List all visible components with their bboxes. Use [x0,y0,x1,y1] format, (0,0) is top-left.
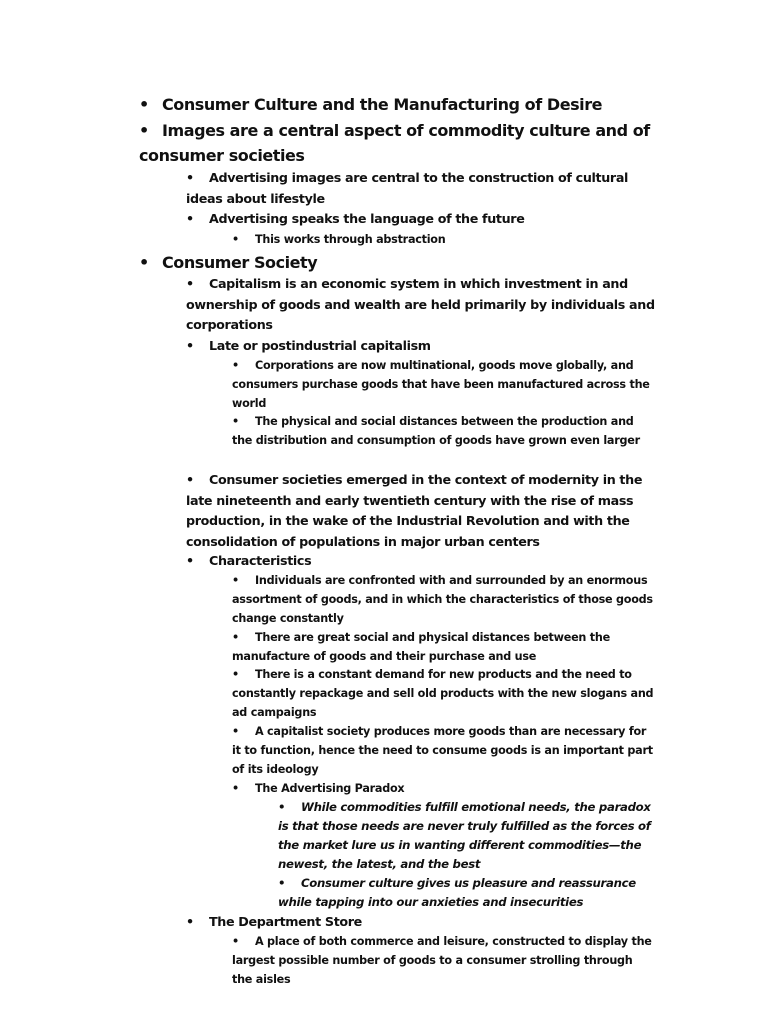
bullet-text: This works through abstraction [255,233,446,246]
bullet-text: Consumer culture gives us pleasure and reassurance while tapping into our anxieties and insecurities [278,876,636,909]
bullet-consumer-culture [139,92,659,117]
bullet-icon: • [232,668,239,681]
bullet-consumer-society [139,250,659,275]
bullet-text: Advertising speaks the language of the future [209,211,525,226]
bullet-icon: • [186,170,194,185]
bullet-images-central [139,118,659,168]
bullet-more-goods [232,722,654,779]
bullet-social-distances [232,628,654,666]
bullet-text: There are great social and physical distances between the manufacture of goods and their purchase and use [232,631,610,663]
bullet-text: Images are a central aspect of commodity culture and of consumer societies [139,121,650,165]
bullet-icon: • [232,631,239,644]
bullet-text: The Advertising Paradox [255,782,405,795]
bullet-text: The Department Store [209,914,362,929]
bullet-icon: • [232,233,239,246]
bullet-text: A capitalist society produces more goods than are necessary for it to function, hence the need to consume goods is an important part of its ideology [232,725,653,776]
bullet-advertising-images [186,168,656,209]
bullet-text: Characteristics [209,553,312,568]
bullet-text: Advertising images are central to the construction of cultural ideas about lifestyle [186,170,629,206]
bullet-text: While commodities fulfill emotional needs, the paradox is that those needs are never truly fulfilled as the forces of the market lure us in wanting different commodities—the newest, the latest, and the best [278,800,651,871]
bullet-modernity [186,470,656,553]
bullet-icon: • [278,876,286,890]
bullet-assortment [232,571,654,628]
bullet-text: Individuals are confronted with and surrounded by an enormous assortment of goods, and in which the characteristics of those goods change constantly [232,574,653,625]
bullet-icon: • [186,472,194,487]
bullet-icon: • [232,415,239,428]
bullet-pleasure-reassurance [278,874,654,912]
bullet-advertising-paradox [232,779,654,798]
bullet-capitalism [186,274,656,336]
bullet-late-capitalism [186,336,656,357]
bullet-text: There is a constant demand for new products and the need to constantly repackage and sell old products with the new slogans and ad campaigns [232,668,654,719]
bullet-abstraction [232,230,654,249]
bullet-text: Consumer Society [162,253,318,272]
bullet-icon: • [139,121,149,140]
bullet-icon: • [186,914,194,929]
bullet-icon: • [232,359,239,372]
bullet-text: Capitalism is an economic system in which investment in and ownership of goods and wealth are held primarily by individuals and corporations [186,276,655,333]
bullet-icon: • [139,253,149,272]
bullet-text: Corporations are now multinational, goods move globally, and consumers purchase goods that have been manufactured across the world [232,359,650,410]
bullet-multinational [232,356,654,413]
bullet-constant-demand [232,665,654,722]
bullet-text: Consumer Culture and the Manufacturing of Desire [162,95,603,114]
bullet-icon: • [186,338,194,353]
bullet-advertising-language [186,209,656,230]
bullet-commerce-leisure [232,932,654,989]
bullet-icon: • [232,725,239,738]
bullet-icon: • [278,800,286,814]
bullet-icon: • [232,782,239,795]
bullet-icon: • [232,935,239,948]
bullet-icon: • [139,95,149,114]
bullet-text: A place of both commerce and leisure, constructed to display the largest possible number of goods to a consumer strolling through the aisles [232,935,652,986]
bullet-department-store [186,912,656,933]
bullet-distances [232,412,654,450]
bullet-icon: • [186,211,194,226]
bullet-icon: • [186,276,194,291]
bullet-text: The physical and social distances between the production and the distribution and consumption of goods have grown even larger [232,415,640,447]
bullet-icon: • [232,574,239,587]
bullet-text: Late or postindustrial capitalism [209,338,431,353]
bullet-icon: • [186,553,194,568]
bullet-text: Consumer societies emerged in the context of modernity in the late nineteenth and early twentieth century with the rise of mass production, in the wake of the Industrial Revolution and with the consolidation of populations in major urban centers [186,472,643,550]
bullet-emotional-needs [278,798,654,874]
bullet-characteristics [186,551,656,572]
